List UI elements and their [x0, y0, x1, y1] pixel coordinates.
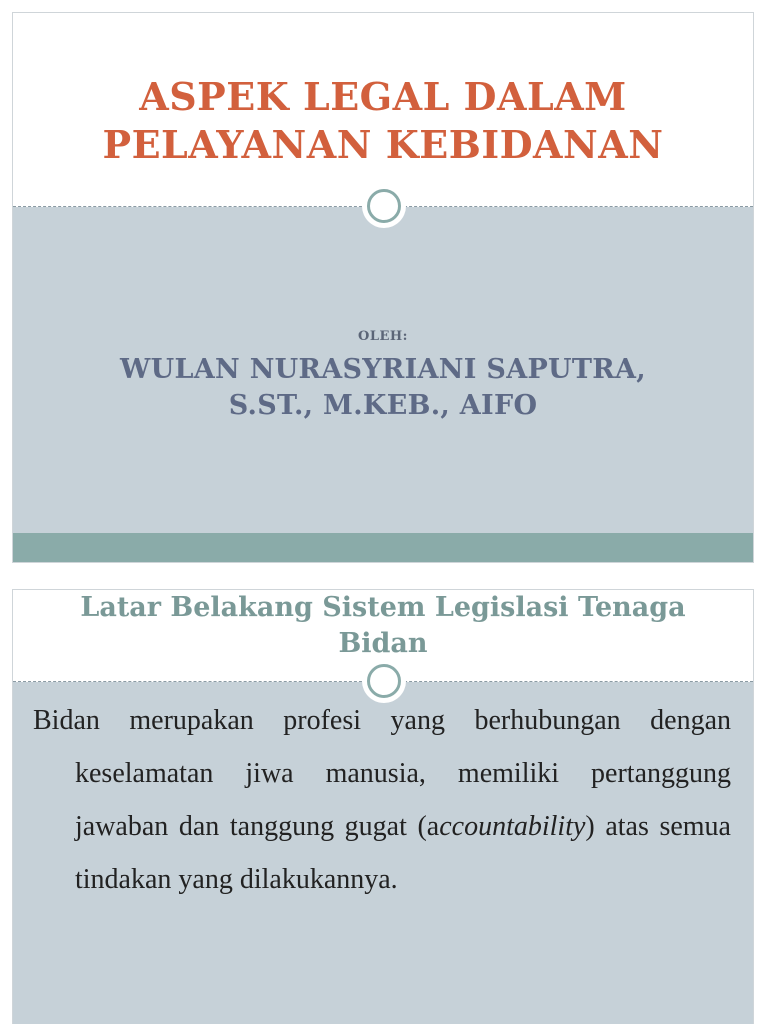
- slide-title: [12, 12, 754, 563]
- body-text-start: Bidan merupakan profesi yang berhubungan dengan keselamatan jiwa manusia, memiliki pertanggung jawaban dan tanggung gugat (a: [33, 705, 731, 842]
- body-text-emphasis: ccountability: [439, 811, 586, 842]
- divider-ring-icon: [362, 184, 406, 228]
- author-name: [13, 352, 753, 424]
- slide-footer-band: [13, 533, 753, 562]
- section-title-line-2: Bidan: [338, 628, 428, 659]
- author-block: [13, 329, 753, 424]
- slide-content: [12, 589, 754, 1024]
- section-title-line-1: Latar Belakang Sistem Legislasi Tenaga: [80, 592, 686, 623]
- author-credentials: S.ST., M.KEB., AIFO: [228, 390, 538, 421]
- content-panel: [13, 682, 753, 1024]
- presentation-title-line-1: ASPEK LEGAL DALAM: [139, 74, 627, 119]
- presentation-title-line-2: PELAYANAN KEBIDANAN: [102, 122, 664, 167]
- presentation-title: [13, 73, 753, 169]
- divider-ring-icon: [362, 659, 406, 703]
- author-name-line-1: WULAN NURASYRIANI SAPUTRA,: [120, 354, 646, 385]
- slide-title-header: [13, 13, 753, 207]
- body-text-end: ) atas semua tindakan yang dilakukannya.: [75, 811, 731, 895]
- author-panel: [13, 207, 753, 535]
- byline-label: OLEH:: [358, 329, 408, 344]
- body-paragraph: [33, 694, 731, 906]
- section-title: [13, 590, 753, 662]
